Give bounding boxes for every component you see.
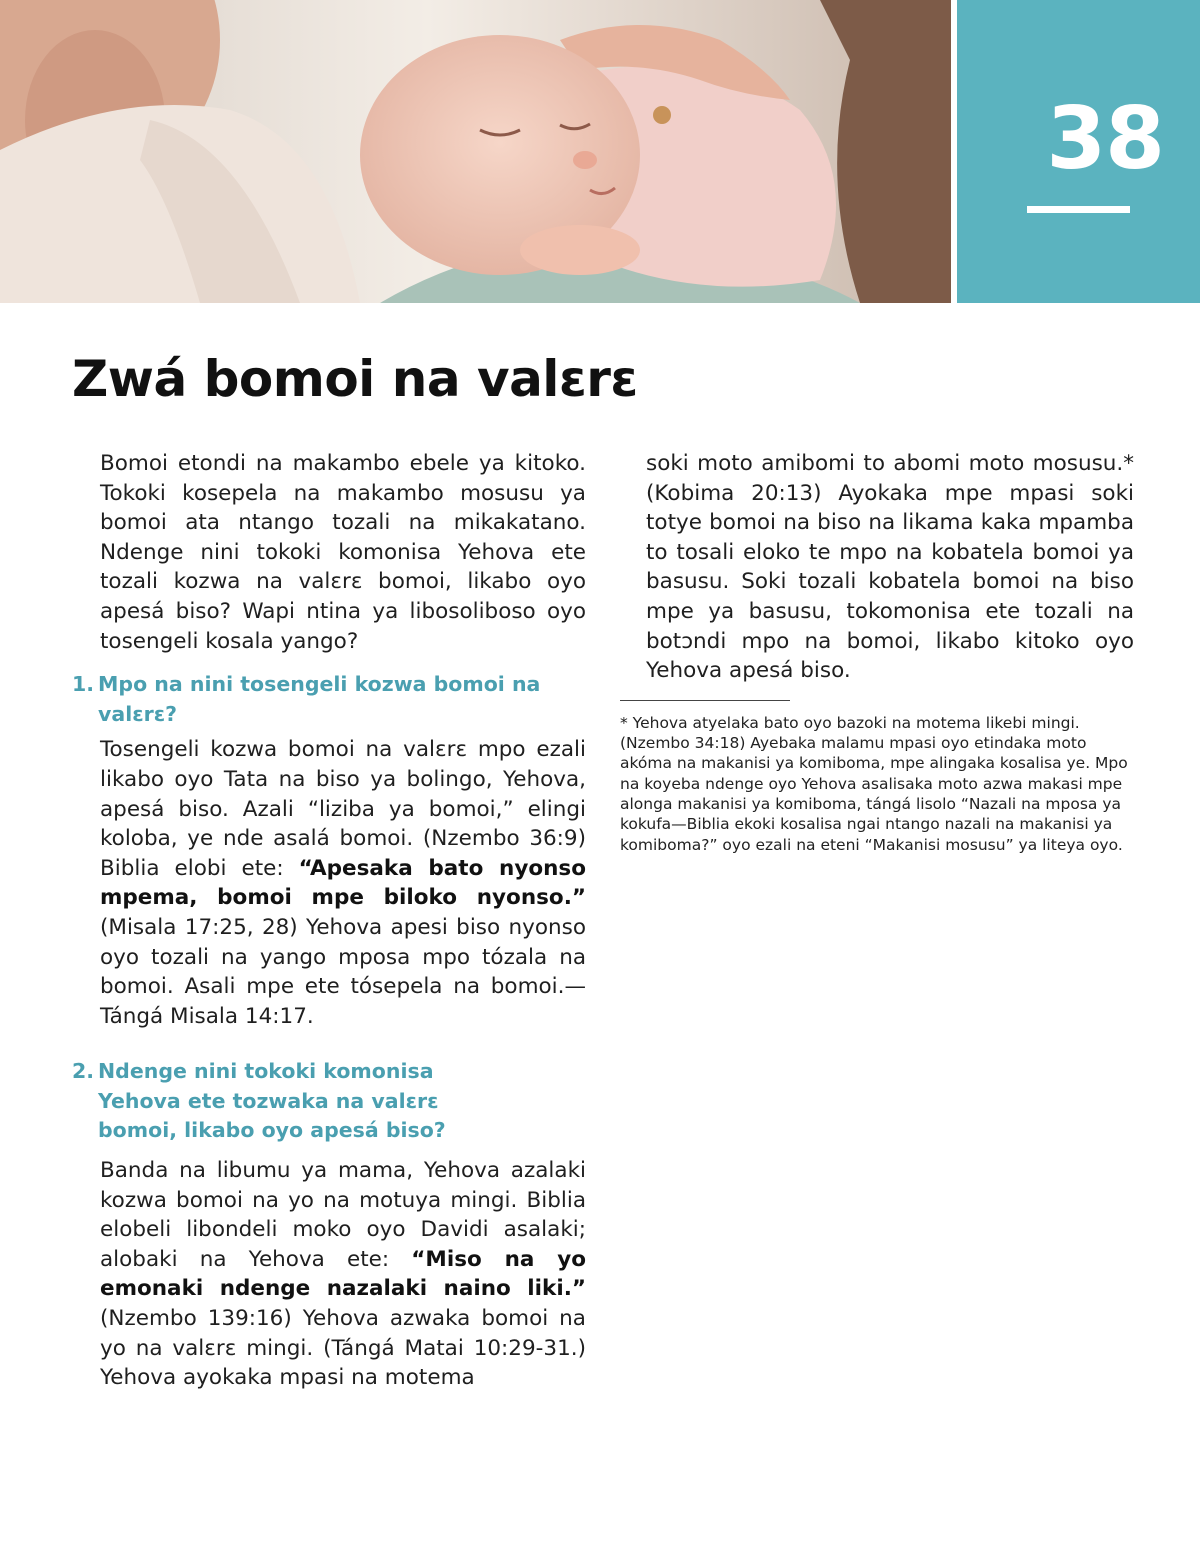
- question-1-text: Mpo na nini tosengeli kozwa bomoi na valɛrɛ?: [98, 672, 541, 726]
- answer-2-text-a: Banda na libumu ya mama, Yehova azalaki kozwa bomoi na yo na motuya mingi. Biblia elobeli libondeli moko oyo Davidi asalaki; alobaki na Yehova ete:: [100, 1158, 586, 1272]
- lesson-number-box: [957, 0, 1200, 303]
- answer-2-paragraph: [72, 1156, 586, 1393]
- answer-1-text-a: Tosengeli kozwa bomoi na valɛrɛ mpo ezali likabo oyo Tata na biso ya bolingo, Yehova, apesá biso. Azali “liziba ya bomoi,” elingi koloba, ye nde asalá bomoi. (Nzembo 36:9) Biblia elobi ete:: [100, 737, 586, 881]
- answer-2-text-b: (Nzembo 139:16) Yehova azwaka bomoi na yo na valɛrɛ mingi. (Tángá Matai 10:29-31.) Yehova ayokaka mpasi na motema: [100, 1306, 586, 1391]
- answer-2-continued: soki moto amibomi to abomi moto mosusu.* (Kobima 20:13) Ayokaka mpe mpasi soki totye bomoi na biso na likama kaka mpamba to tosali eloko te mpo na kobatela bomoi ya basusu. Soki tozali kobatela bomoi na biso mpe ya basusu, tokomonisa ete tozali na botɔndi mpo na bomoi, likabo kitoko oyo Yehova apesá biso.: [646, 451, 1134, 684]
- question-1: [72, 670, 586, 729]
- question-2-number: 2.: [72, 1059, 95, 1084]
- question-1-number: 1.: [72, 672, 95, 697]
- hero-photo-sleeping-baby: [0, 0, 951, 303]
- lesson-number-underline: [1027, 206, 1130, 213]
- footnote-divider: [620, 700, 790, 701]
- page-title: Zwá bomoi na valɛrɛ: [72, 350, 638, 408]
- answer-1-paragraph: [72, 735, 586, 1031]
- intro-paragraph: Bomoi etondi na makambo ebele ya kitoko. Tokoki kosepela na makambo mosusu ya bomoi ata ntango tozali na mikakatano. Ndenge nini tokoki komonisa Yehova ete tozali kozwa na valɛrɛ bomoi, likabo oyo apesá biso? Wapi ntina ya libosoliboso oyo tosengeli kosala yango?: [100, 451, 586, 654]
- footnote: * Yehova atyelaka bato oyo bazoki na motema likebi mingi. (Nzembo 34:18) Ayebaka malamu mpasi oyo etindaka moto akóma na makanisi ya komiboma, mpe alingaka kosalisa ye. Mpo na koyeba ndenge oyo Yehova asalisaka moto azwa makasi mpe alonga makanisi ya komiboma, tángá lisolo “Nazali na mposa ya kokufa—Biblia ekoki kosalisa ngai ntango nazali na makanisi ya komiboma?” oyo ezali na eteni “Makanisi mosusu” ya liteya oyo.: [620, 713, 1128, 854]
- right-column: [620, 449, 1134, 855]
- question-2: [72, 1057, 586, 1146]
- left-column: [72, 449, 586, 1393]
- question-2-text: Ndenge nini tokoki komonisa Yehova ete tozwaka na valɛrɛ bomoi, likabo oyo apesá biso?: [98, 1059, 446, 1143]
- lesson-number: 38: [1046, 89, 1164, 189]
- answer-2-quote: “Miso na yo emonaki ndenge nazalaki naino liki.”: [100, 1246, 586, 1302]
- answer-1-quote: “Apesaka bato nyonso mpema, bomoi mpe biloko nyonso.”: [100, 855, 586, 911]
- answer-1-text-b: (Misala 17:25, 28) Yehova apesi biso nyonso oyo tozali na yango mposa mpo tózala na bomoi. Asali mpe ete tósepela na bomoi.—Tángá Misala 14:17.: [100, 914, 586, 1029]
